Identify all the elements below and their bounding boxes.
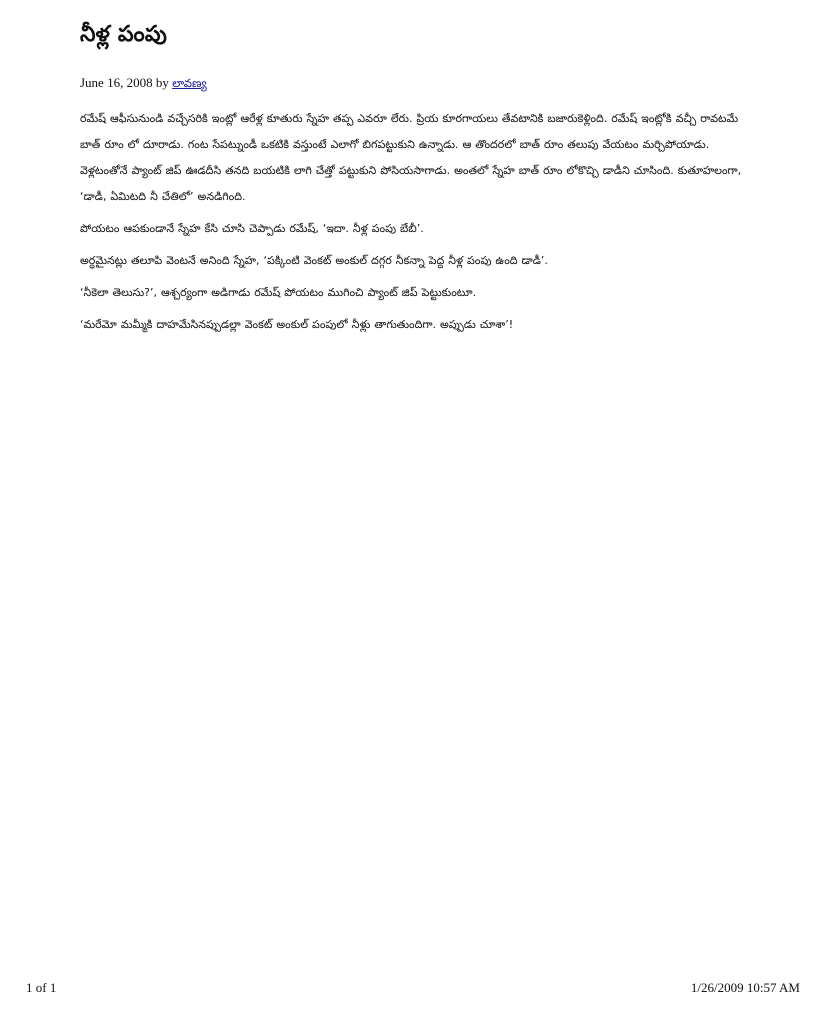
paragraph-2: పోయటం ఆపకుండానే స్నేహ కేసి చూసి చెప్పాడు రమేష్, ‘ఇదా. నీళ్ల పంపు బేబీ’. [80,222,424,235]
article [80,18,745,344]
paragraph-5: ‘మరేమో మమ్మీకి దాహమేసినప్పుడల్లా వెంకట్ అంకుల్ పంపులో నీళ్లు తాగుతుందిగా. అప్పుడు చూశా’! [80,318,514,331]
post-meta [80,74,745,92]
page-count: 1 of 1 [26,980,57,995]
post-date: June 16, 2008 by [80,75,169,90]
article-title: నీళ్ల పంపు [80,22,168,47]
paragraph-3: అర్ధమైనట్లు తలూపి వెంటనే అనింది స్నేహ, ‘పక్కింటి వెంకట్ అంకుల్ దగ్గర నీకన్నా పెద్ద నీళ్ల పంపు ఉంది డాడీ’. [80,254,548,267]
author-link[interactable]: లావణ్య [172,76,207,90]
paragraph-1: రమేష్ ఆఫీసునుండి వచ్చేసరికి ఇంట్లో ఆరేళ్ల కూతురు స్నేహ తప్ప ఎవరూ లేరు. ప్రియ కూరగాయలు తేవటానికి బజారుకెళ్లింది. రమేష్ ఇంట్లోకి వచ్చీ రావటమే బాత్ రూం లో దూరాడు. గంట సేపట్నుండీ ఒకటికి వస్తుంటే ఎలాగో బిగపట్టుకుని ఉన్నాడు. ఆ తొందరలో బాత్ రూం తలుపు వేయటం మర్చిపోయాడు. వెళ్లటంతోనే ప్యాంట్ జిప్ ఊడదీసి తనది బయటికి లాగి చేత్తో పట్టుకుని పోసియసాగాడు. అంతలో స్నేహ బాత్ రూం లోకొచ్చి డాడీని చూసింది. కుతూహలంగా, ‘డాడీ, ఏమిటది నీ చేతిలో’ అనడిగింది. [80,112,742,203]
paragraph-4: ‘నీకెలా తెలుసు?’, ఆశ్చర్యంగా అడిగాడు రమేష్ పోయటం ముగించి ప్యాంట్ జిప్ పెట్టుకుంటూ. [80,286,477,299]
print-timestamp: 1/26/2009 10:57 AM [690,980,800,995]
